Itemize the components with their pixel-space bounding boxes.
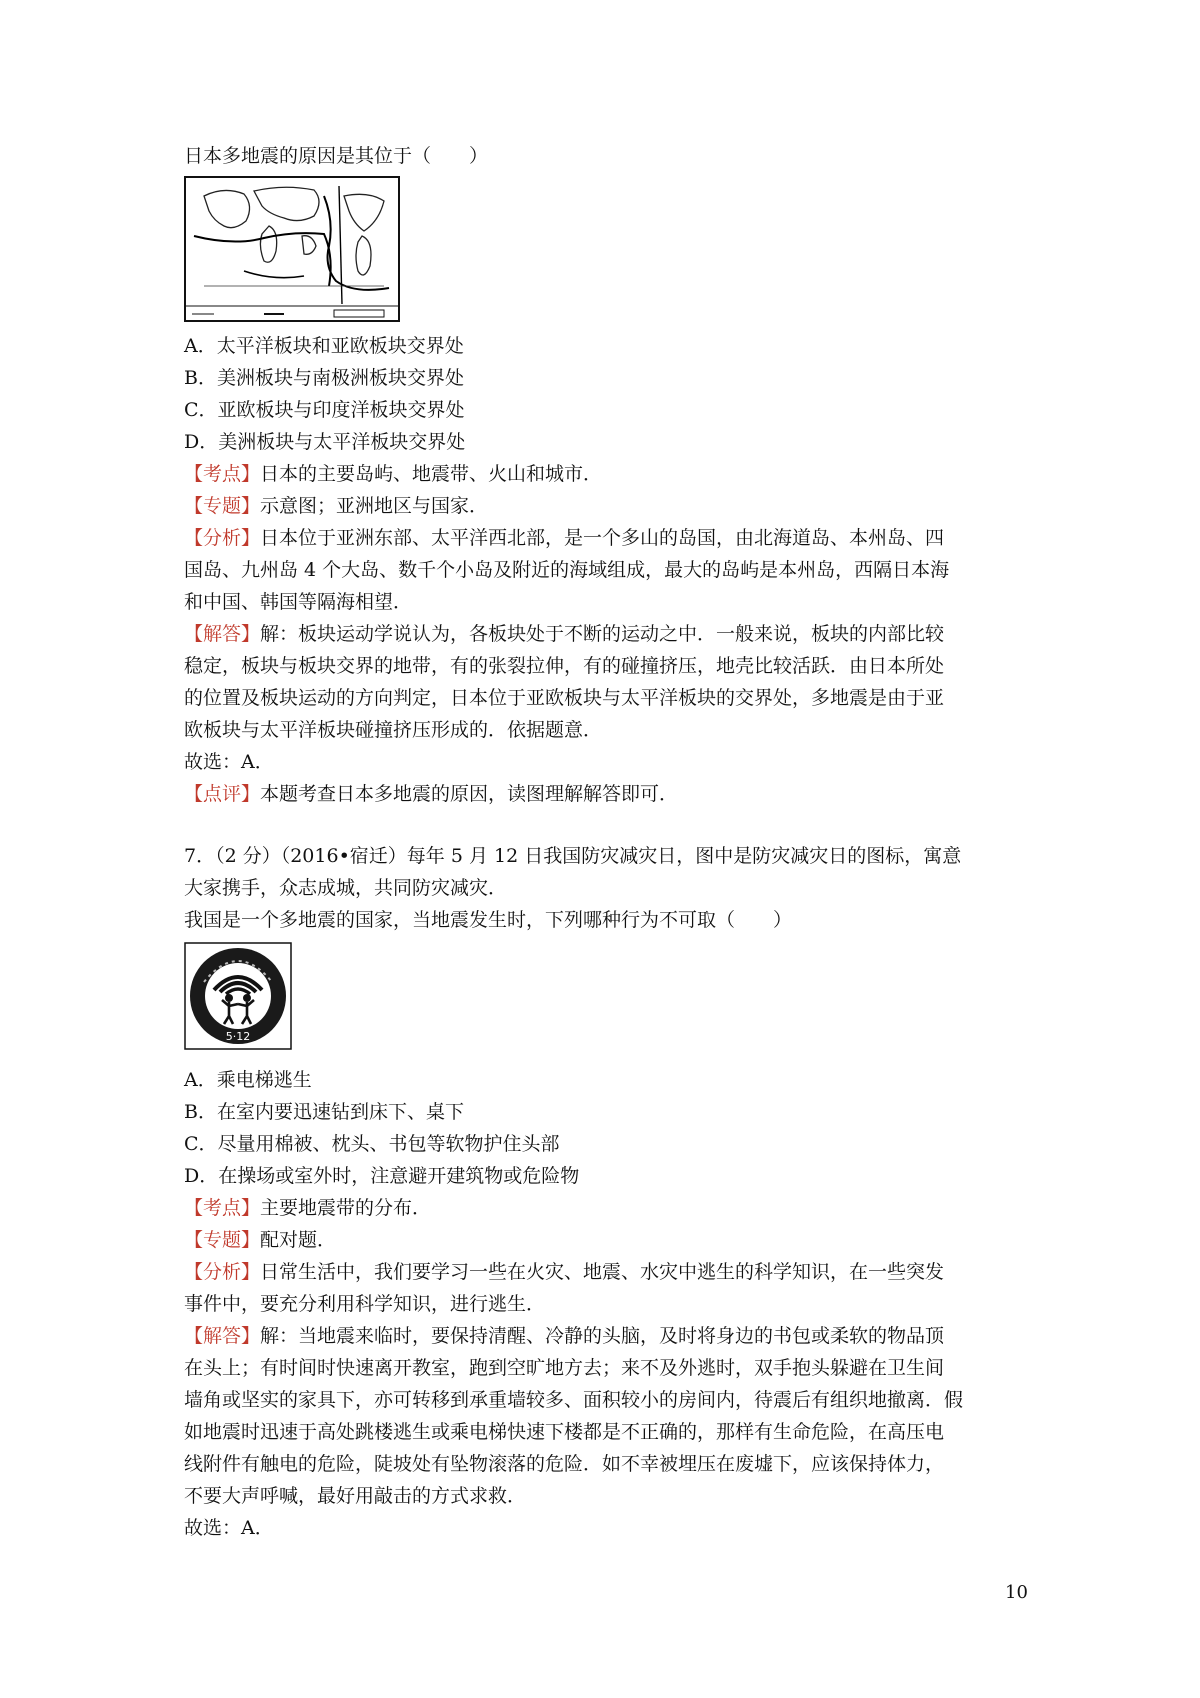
q7-intro-line: 大家携手，众志成城，共同防灾减灾． [184,877,508,899]
q6-option-b: B．美洲板块与南极洲板块交界处 [184,367,464,389]
q7-option-a: A．乘电梯逃生 [184,1069,312,1091]
page-number: 10 [1005,1582,1028,1603]
q7-jieda-line: 解：当地震来临时，要保持清醒、冷静的头脑，及时将身边的书包或柔软的物品顶 [260,1325,945,1347]
q6-fenxi-line: 日本位于亚洲东部、太平洋西北部，是一个多山的岛国，由北海道岛、本州岛、四 [260,527,945,549]
q7-fenxi-line: 日常生活中，我们要学习一些在火灾、地震、水灾中逃生的科学知识，在一些突发 [260,1261,945,1283]
q6-fenxi [184,522,1034,618]
q7-kaodian-tag: 【考点】 [184,1197,261,1219]
q7-option-b: B．在室内要迅速钻到床下、桌下 [184,1101,464,1123]
q7-intro-line: 7．（2 分）（2016•宿迁）每年 5 月 12 日我国防灾减灾日，图中是防灾减灾日的图标，寓意 [184,845,962,867]
q6-zhuanti-text: 示意图；亚洲地区与国家． [260,495,489,517]
q7-zhuanti-tag: 【专题】 [184,1229,261,1251]
q6-option-d: D．美洲板块与太平洋板块交界处 [184,431,466,453]
q6-zhuanti-tag: 【专题】 [184,495,261,517]
q7-fenxi-line: 事件中，要充分利用科学知识，进行逃生． [184,1293,546,1315]
q6-kaodian-tag: 【考点】 [184,463,261,485]
q7-zhuanti-text: 配对题． [260,1229,337,1251]
q7-kaodian [184,1192,1034,1224]
plate-boundary-map [184,176,400,322]
q6-option-a: A．太平洋板块和亚欧板块交界处 [184,335,464,357]
q6-fenxi-tag: 【分析】 [184,527,261,549]
q6-stem: 日本多地震的原因是其位于（ ） [184,145,489,167]
q7-jieda-line: 如地震时迅速于高处跳楼逃生或乘电梯快速下楼都是不正确的，那样有生命危险，在高压电 [184,1421,945,1443]
q6-jieda-line: 的位置及板块运动的方向判定，日本位于亚欧板块与太平洋板块的交界处，多地震是由于亚 [184,687,945,709]
q6-jieda [184,618,1034,746]
q6-dianping-text: 本题考查日本多地震的原因，读图理解解答即可． [260,783,679,805]
disaster-day-logo [184,942,292,1050]
q6-option-c: C．亚欧板块与印度洋板块交界处 [184,399,465,421]
q7-jieda-line: 在头上；有时间时快速离开教室，跑到空旷地方去；来不及外逃时，双手抱头躲避在卫生间 [184,1357,945,1379]
q6-fenxi-line: 国岛、九州岛 4 个大岛、数千个小岛及附近的海域组成，最大的岛屿是本州岛，西隔日本海 [184,559,950,581]
page-content [184,140,1034,1544]
q7-jieda-line: 线附件有触电的危险，陡坡处有坠物滚落的危险．如不幸被埋压在废墟下，应该保持体力， [184,1453,945,1475]
q7-answer: 故选：A． [184,1517,274,1539]
q7-fenxi [184,1256,1034,1320]
q6-fenxi-line: 和中国、韩国等隔海相望． [184,591,413,613]
q6-jieda-tag: 【解答】 [184,623,261,645]
logo-date-text: 5·12 [225,1030,251,1043]
q7-option-d: D．在操场或室外时，注意避开建筑物或危险物 [184,1165,580,1187]
q6-dianping-tag: 【点评】 [184,783,261,805]
q6-answer: 故选：A． [184,751,274,773]
q7-jieda-tag: 【解答】 [184,1325,261,1347]
q7-stem: 我国是一个多地震的国家，当地震发生时，下列哪种行为不可取（ ） [184,909,793,931]
q7-zhuanti [184,1224,1034,1256]
q7-jieda-line: 不要大声呼喊，最好用敲击的方式求救． [184,1485,527,1507]
q6-dianping [184,778,1034,810]
q6-kaodian-text: 日本的主要岛屿、地震带、火山和城市． [260,463,603,485]
q7-option-c: C．尽量用棉被、枕头、书包等软物护住头部 [184,1133,560,1155]
q6-jieda-line: 欧板块与太平洋板块碰撞挤压形成的．依据题意． [184,719,603,741]
q6-jieda-line: 解：板块运动学说认为，各板块处于不断的运动之中．一般来说，板块的内部比较 [260,623,945,645]
q7-jieda-line: 墙角或坚实的家具下，亦可转移到承重墙较多、面积较小的房间内，待震后有组织地撤离．假 [184,1389,964,1411]
q7-fenxi-tag: 【分析】 [184,1261,261,1283]
q6-kaodian [184,458,1034,490]
q7-jieda [184,1320,1034,1512]
q6-zhuanti [184,490,1034,522]
q7-kaodian-text: 主要地震带的分布． [260,1197,432,1219]
question-gap [184,810,1034,840]
q6-jieda-line: 稳定，板块与板块交界的地带，有的张裂拉伸，有的碰撞挤压，地壳比较活跃．由日本所处 [184,655,945,677]
